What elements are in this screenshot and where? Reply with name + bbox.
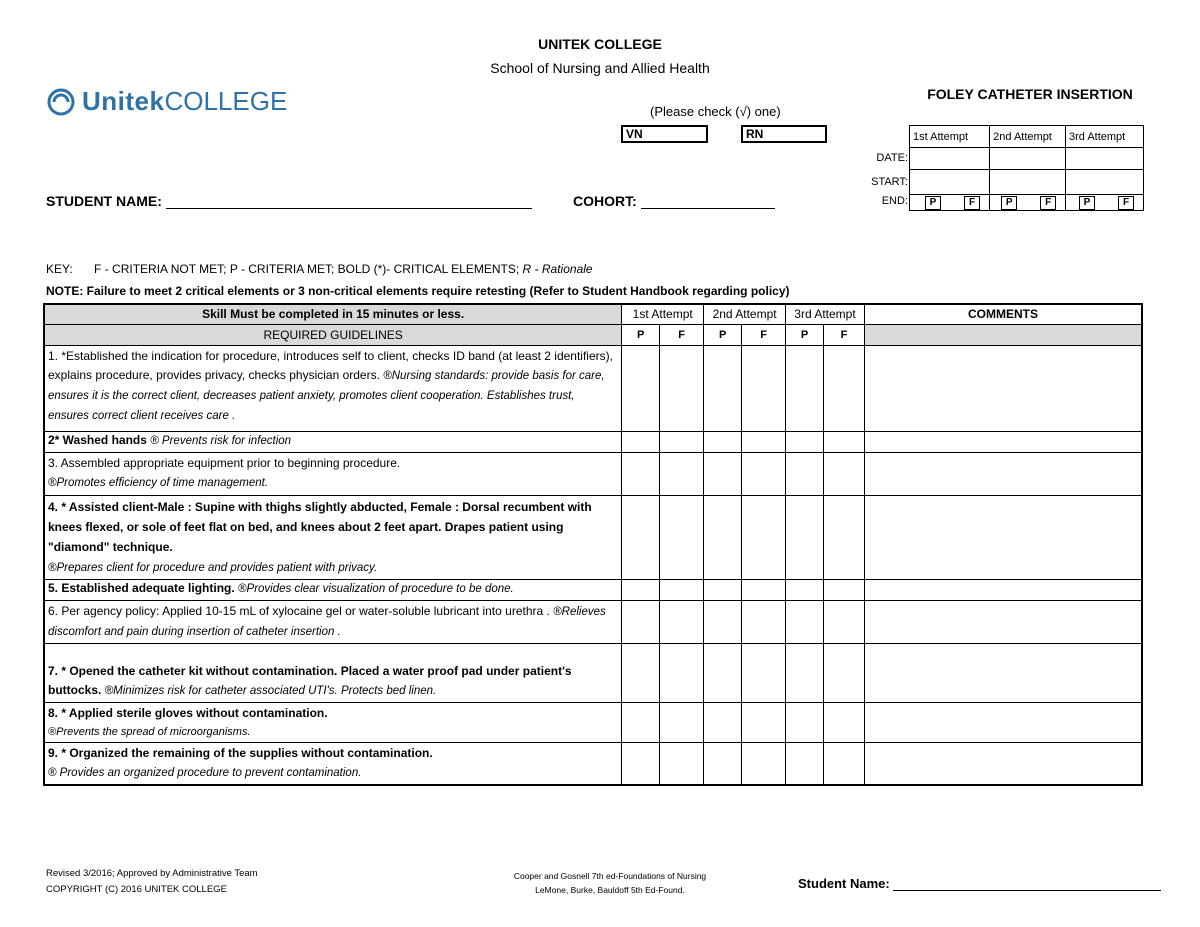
key-label: KEY: [46,262,73,276]
f-check[interactable] [660,345,704,431]
guideline-rationale: ®Nursing standards: provide basis for care, ensures it is the correct client, decreases patient anxiety, promotes client cooperation. Establishes trust, ensures correct client receives care . [48,369,605,422]
pass-box[interactable]: P [925,196,941,210]
attempt-header-3: 3rd Attempt [1065,126,1143,148]
f-check[interactable] [660,702,704,742]
guideline-cell [44,702,622,742]
comment-cell[interactable] [864,702,1142,742]
f-check[interactable] [660,431,704,452]
table-row [44,452,1142,495]
guideline-cell [44,431,622,452]
college-logo [46,86,287,117]
fail-box[interactable]: F [964,196,980,210]
pass-box[interactable]: P [1079,196,1095,210]
f-check[interactable] [823,495,864,579]
copyright: COPYRIGHT (C) 2016 UNITEK COLLEGE [46,884,227,895]
skills-checklist-table [43,303,1143,786]
p-check[interactable] [622,579,660,600]
guideline-rationale: ®Minimizes risk for catheter associated UTI's. Protects bed linen. [104,684,437,697]
p-check[interactable] [786,600,824,643]
f-header: F [823,324,864,345]
check-prompt: (Please check (√) one) [650,104,781,119]
f-check[interactable] [742,643,786,702]
comment-cell[interactable] [864,431,1142,452]
p-check[interactable] [622,495,660,579]
guideline-rationale: ®Relieves discomfort and pain during insertion of catheter insertion . [48,605,606,638]
start-end-cell[interactable] [1065,170,1143,195]
p-header: P [704,324,742,345]
f-header: F [742,324,786,345]
table-row [44,431,1142,452]
p-header: P [786,324,824,345]
attempt-header-2: 2nd Attempt [990,126,1066,148]
f-check[interactable] [823,702,864,742]
guideline-text: 2* Washed hands [48,432,147,447]
f-check[interactable] [660,742,704,785]
revision-note: Revised 3/2016; Approved by Administrative Team [46,868,258,879]
footer-student-name [798,876,1161,891]
table-row [44,702,1142,742]
f-check[interactable] [660,495,704,579]
f-check[interactable] [742,742,786,785]
footer-left [46,866,258,898]
table-row [44,579,1142,600]
comment-cell[interactable] [864,579,1142,600]
p-check[interactable] [622,431,660,452]
logo-light: COLLEGE [164,86,288,116]
p-check[interactable] [786,345,824,431]
guideline-rationale: ®Provides clear visualization of procedure to be done. [238,582,514,595]
pass-box[interactable]: P [1001,196,1017,210]
f-check[interactable] [742,702,786,742]
table-row [44,600,1142,643]
f-check[interactable] [823,579,864,600]
logo-swirl-icon [46,87,76,117]
guideline-text: 4. * Assisted client-Male : Supine with thighs slightly abducted, Female : Dorsal recumbent with knees flexed, or sole of feet flat on bed, and knees about 2 feet apart. Drapes patient using "diamond" technique. [48,499,592,554]
f-check[interactable] [823,452,864,495]
guideline-cell [44,643,622,702]
start-end-cell[interactable] [990,170,1066,195]
p-check[interactable] [704,579,742,600]
guideline-text: 8. * Applied sterile gloves without contamination. [48,705,328,720]
footer-student-label: Student Name: [798,876,890,891]
college-title: UNITEK COLLEGE [538,36,662,52]
guideline-rationale: ® Prevents risk for infection [150,434,292,447]
fail-box[interactable]: F [1040,196,1056,210]
f-check[interactable] [742,345,786,431]
comment-cell[interactable] [864,742,1142,785]
f-check[interactable] [742,600,786,643]
guideline-text: 6. Per agency policy: Applied 10-15 mL of xylocaine gel or water-soluble lubricant into urethra . [48,603,550,618]
guidelines-header: REQUIRED GUIDELINES [44,324,622,345]
cohort-row [573,193,775,209]
comment-cell[interactable] [864,643,1142,702]
p-check[interactable] [704,495,742,579]
date-cell[interactable] [990,148,1066,170]
p-check[interactable] [786,643,824,702]
f-header: F [660,324,704,345]
student-name-label: STUDENT NAME: [46,193,162,209]
key-rationale: R - Rationale [522,262,593,276]
cohort-label: COHORT: [573,193,637,209]
date-cell[interactable] [910,148,990,170]
f-check[interactable] [823,345,864,431]
p-check[interactable] [622,345,660,431]
guideline-cell [44,495,622,579]
footer-student-field[interactable] [893,876,1161,891]
key-text: F - CRITERIA NOT MET; P - CRITERIA MET; BOLD (*)- CRITICAL ELEMENTS; [94,262,520,276]
pf-cell [990,195,1066,211]
p-check[interactable] [704,643,742,702]
fail-box[interactable]: F [1118,196,1134,210]
pf-cell [1065,195,1143,211]
table-row [44,495,1142,579]
reference-2: LeMone, Burke, Bauldoff 5th Ed-Found. [535,885,685,895]
skill-time-header: Skill Must be completed in 15 minutes or less. [44,304,622,324]
p-check[interactable] [704,431,742,452]
guideline-rationale: ®Promotes efficiency of time management. [48,476,269,489]
f-check[interactable] [742,579,786,600]
p-check[interactable] [704,452,742,495]
guideline-rationale: ®Prevents the spread of microorganisms. [48,725,251,738]
attempt-col-3: 3rd Attempt [786,304,865,324]
footer-references [460,869,760,897]
f-check[interactable] [660,579,704,600]
date-cell[interactable] [1065,148,1143,170]
guideline-cell [44,345,622,431]
guideline-rationale: ® Provides an organized procedure to prevent contamination. [48,766,362,779]
retest-note: NOTE: Failure to meet 2 critical elements or 3 non-critical elements require retesting (Refer to Student Handbook regarding policy) [46,284,790,298]
p-check[interactable] [622,643,660,702]
student-name-row [46,193,532,209]
f-check[interactable] [742,431,786,452]
p-check[interactable] [704,742,742,785]
p-check[interactable] [622,452,660,495]
p-header: P [622,324,660,345]
guideline-cell [44,600,622,643]
guideline-text: 3. Assembled appropriate equipment prior to beginning procedure. [48,455,401,470]
f-check[interactable] [660,643,704,702]
p-check[interactable] [786,495,824,579]
f-check[interactable] [823,643,864,702]
f-check[interactable] [823,431,864,452]
table-row [44,345,1142,431]
comment-cell[interactable] [864,345,1142,431]
p-check[interactable] [704,702,742,742]
f-check[interactable] [742,452,786,495]
rn-checkbox[interactable] [741,125,827,143]
p-check[interactable] [622,742,660,785]
reference-1: Cooper and Gosnell 7th ed-Foundations of Nursing [513,871,707,881]
comment-cell[interactable] [864,452,1142,495]
logo-strong: Unitek [82,86,165,116]
attempt-col-1: 1st Attempt [622,304,704,324]
pf-cell [910,195,990,211]
start-end-cell[interactable] [910,170,990,195]
guideline-text: 7. * Opened the catheter kit without contamination. Placed a water proof pad under patient's buttocks. [48,663,572,697]
p-check[interactable] [786,579,824,600]
start-label: START: [871,176,908,188]
key-line [46,262,593,276]
form-title: FOLEY CATHETER INSERTION [927,86,1133,102]
table-row [44,742,1142,785]
student-name-field[interactable] [166,194,532,209]
guideline-cell [44,579,622,600]
school-subtitle: School of Nursing and Allied Health [490,60,710,76]
vn-label: VN [626,127,643,141]
f-check[interactable] [823,600,864,643]
guideline-text: 1. *Established the indication for procedure, introduces self to client, checks ID band (at least 2 identifiers), explains procedure, provides privacy, checks physician orders. [48,348,613,382]
attempt-header-1: 1st Attempt [910,126,990,148]
p-check[interactable] [704,345,742,431]
f-check[interactable] [660,452,704,495]
comments-header: COMMENTS [864,304,1142,324]
guideline-cell [44,742,622,785]
table-row [44,643,1142,702]
p-check[interactable] [786,702,824,742]
p-check[interactable] [786,742,824,785]
guideline-cell [44,452,622,495]
attempt-table [909,125,1144,211]
cohort-field[interactable] [641,194,775,209]
comment-cell[interactable] [864,600,1142,643]
guideline-text: 5. Established adequate lighting. [48,580,235,595]
date-label: DATE: [876,152,908,164]
p-check[interactable] [786,431,824,452]
vn-checkbox[interactable] [621,125,708,143]
end-label: END: [881,195,908,207]
p-check[interactable] [622,702,660,742]
f-check[interactable] [742,495,786,579]
f-check[interactable] [823,742,864,785]
attempt-col-2: 2nd Attempt [704,304,786,324]
logo-text [82,86,287,117]
p-check[interactable] [622,600,660,643]
guideline-text: 9. * Organized the remaining of the supplies without contamination. [48,745,433,760]
comment-cell[interactable] [864,495,1142,579]
rn-label: RN [746,127,764,141]
p-check[interactable] [786,452,824,495]
p-check[interactable] [704,600,742,643]
f-check[interactable] [660,600,704,643]
guideline-rationale: ®Prepares client for procedure and provides patient with privacy. [48,561,378,574]
comments-subheader [864,324,1142,345]
